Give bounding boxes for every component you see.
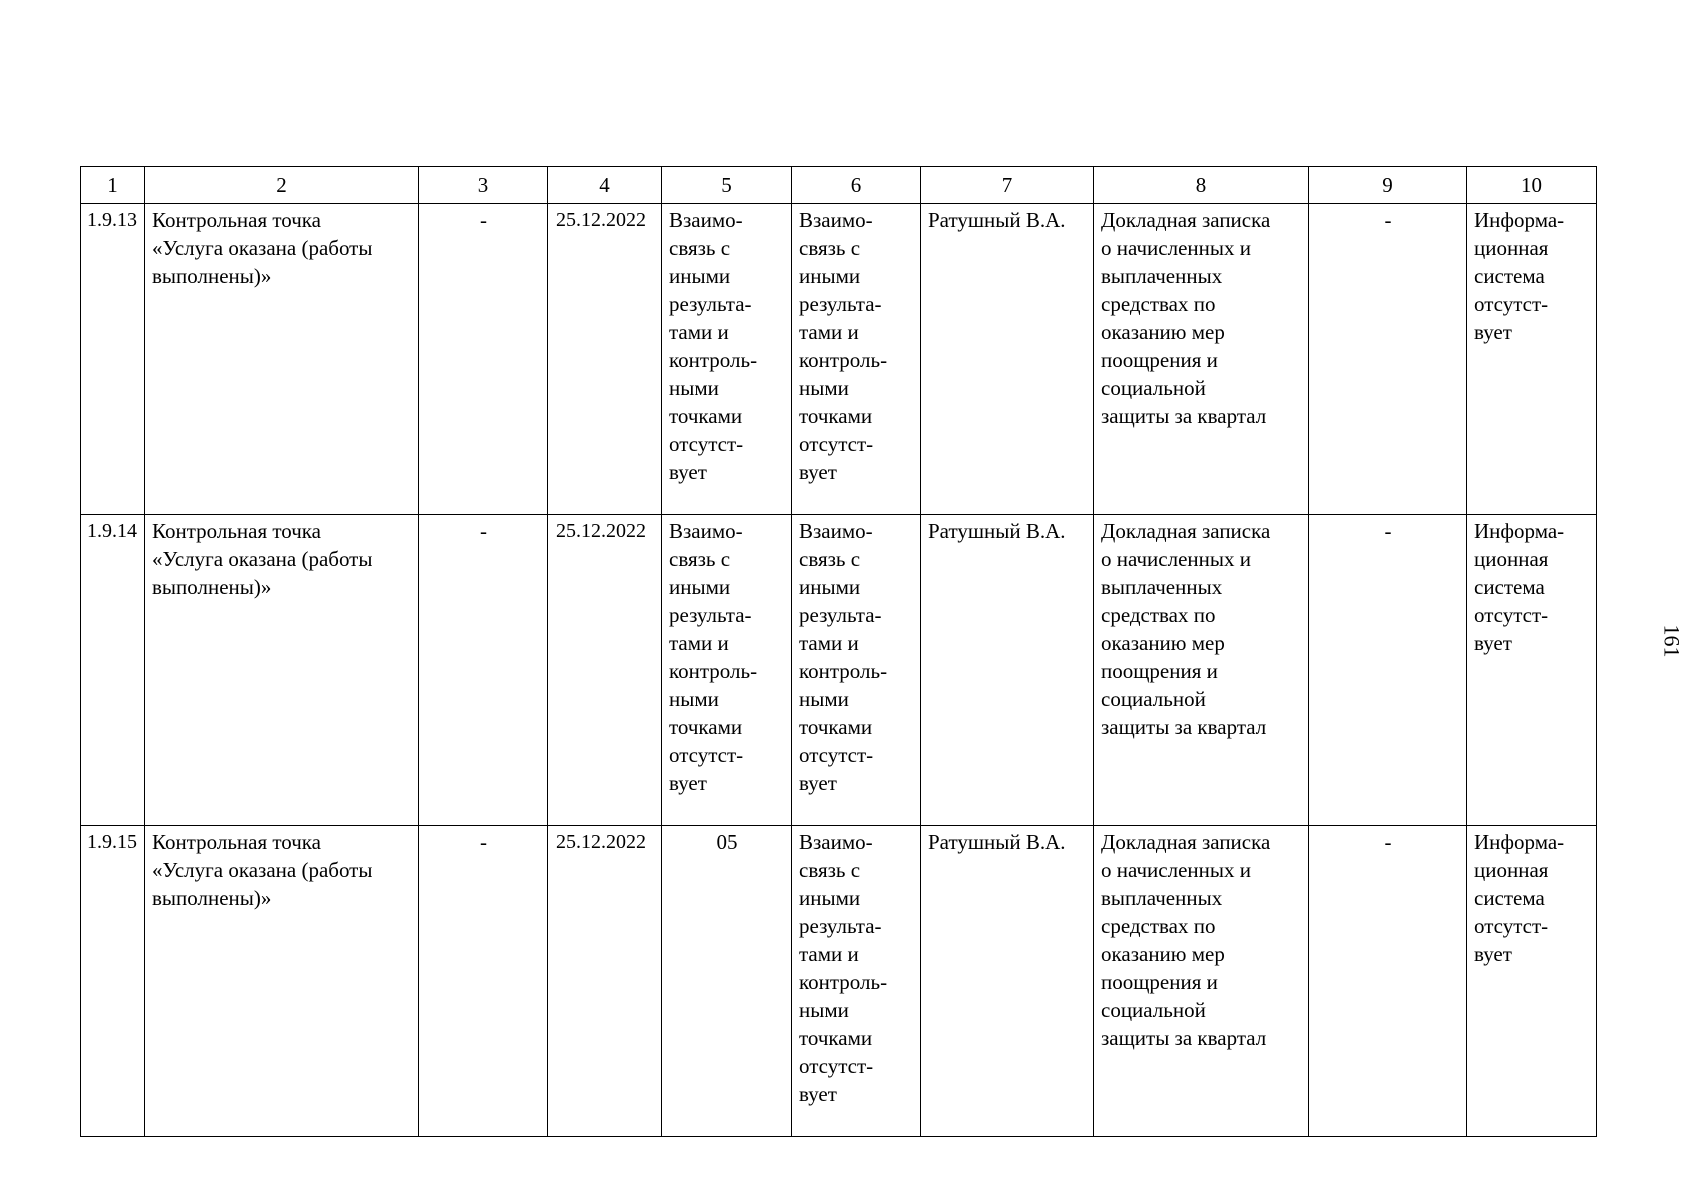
date-cell: 25.12.2022 (548, 515, 662, 826)
column-header: 4 (548, 167, 662, 204)
col6-cell: Взаимо- связь с иными результа- тами и контроль- ными точками отсутст- вует (792, 515, 921, 826)
col3-cell: - (419, 826, 548, 1137)
responsible-cell: Ратушный В.А. (921, 826, 1094, 1137)
table-header-row (81, 167, 1597, 204)
column-header: 6 (792, 167, 921, 204)
column-header: 1 (81, 167, 145, 204)
control-point-name-cell: Контрольная точка «Услуга оказана (работы выполнены)» (145, 515, 419, 826)
info-system-cell: Информа- ционная система отсутст- вует (1467, 826, 1597, 1137)
table-row (81, 826, 1597, 1137)
col9-cell: - (1309, 204, 1467, 515)
col6-cell: Взаимо- связь с иными результа- тами и контроль- ными точками отсутст- вует (792, 826, 921, 1137)
column-header: 3 (419, 167, 548, 204)
column-header: 2 (145, 167, 419, 204)
col3-cell: - (419, 204, 548, 515)
column-header: 10 (1467, 167, 1597, 204)
column-header: 9 (1309, 167, 1467, 204)
date-cell: 25.12.2022 (548, 204, 662, 515)
document-cell: Докладная записка о начисленных и выплаченных средствах по оказанию мер поощрения и социальной защиты за квартал (1094, 826, 1309, 1137)
row-number-cell: 1.9.14 (81, 515, 145, 826)
page-number: 161 (1659, 624, 1685, 658)
document-cell: Докладная записка о начисленных и выплаченных средствах по оказанию мер поощрения и социальной защиты за квартал (1094, 204, 1309, 515)
table-row (81, 204, 1597, 515)
col6-cell: Взаимо- связь с иными результа- тами и контроль- ными точками отсутст- вует (792, 204, 921, 515)
col5-cell: Взаимо- связь с иными результа- тами и контроль- ными точками отсутст- вует (662, 204, 792, 515)
col3-cell: - (419, 515, 548, 826)
col5-cell: 05 (662, 826, 792, 1137)
info-system-cell: Информа- ционная система отсутст- вует (1467, 515, 1597, 826)
info-system-cell: Информа- ционная система отсутст- вует (1467, 204, 1597, 515)
control-points-table (80, 166, 1597, 1137)
row-number-cell: 1.9.15 (81, 826, 145, 1137)
responsible-cell: Ратушный В.А. (921, 204, 1094, 515)
control-point-name-cell: Контрольная точка «Услуга оказана (работы выполнены)» (145, 826, 419, 1137)
control-point-name-cell: Контрольная точка «Услуга оказана (работы выполнены)» (145, 204, 419, 515)
date-cell: 25.12.2022 (548, 826, 662, 1137)
column-header: 7 (921, 167, 1094, 204)
col5-cell: Взаимо- связь с иными результа- тами и контроль- ными точками отсутст- вует (662, 515, 792, 826)
column-header: 5 (662, 167, 792, 204)
col9-cell: - (1309, 826, 1467, 1137)
document-cell: Докладная записка о начисленных и выплаченных средствах по оказанию мер поощрения и социальной защиты за квартал (1094, 515, 1309, 826)
column-header: 8 (1094, 167, 1309, 204)
responsible-cell: Ратушный В.А. (921, 515, 1094, 826)
col9-cell: - (1309, 515, 1467, 826)
table-row (81, 515, 1597, 826)
row-number-cell: 1.9.13 (81, 204, 145, 515)
